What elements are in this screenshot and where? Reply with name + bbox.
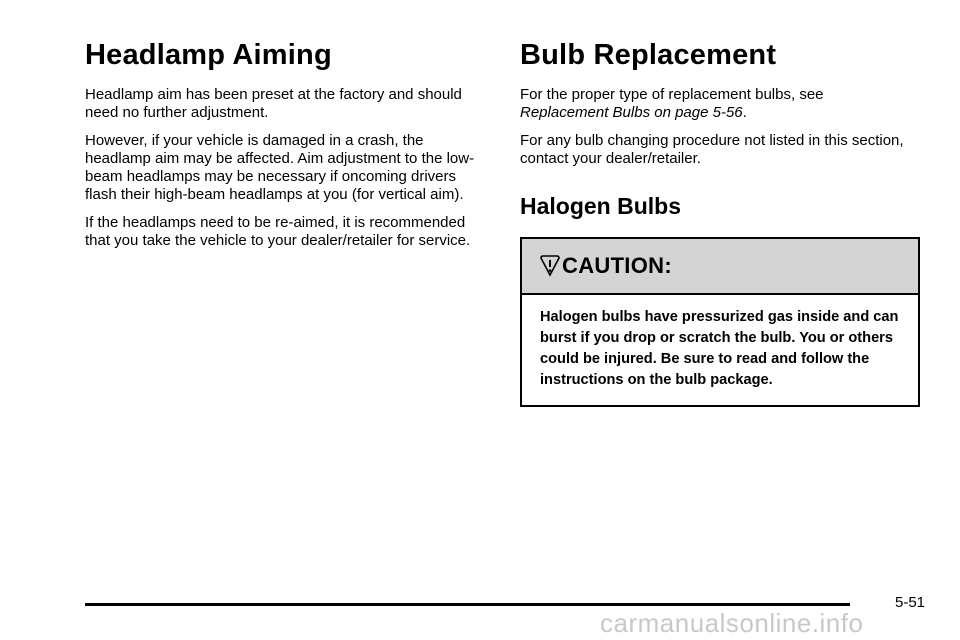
bulb-replacement-heading: Bulb Replacement — [520, 39, 777, 71]
right-column — [520, 40, 925, 407]
warning-triangle-icon — [540, 255, 560, 277]
replacement-bulbs-link[interactable]: Replacement Bulbs on page 5-56 — [520, 103, 743, 121]
caution-box — [520, 237, 920, 407]
intro-prefix: For the proper type of replacement bulbs, see — [520, 85, 824, 103]
caution-label: CAUTION: — [562, 253, 672, 279]
paragraph-crash: However, if your vehicle is damaged in a crash, the headlamp aim may be affected. Aim adjustment to the low-beam headlamps may be necessary if oncoming drivers flash their high-beam headlamps at you (for vertical aim). — [85, 131, 475, 203]
paragraph-preset: Headlamp aim has been preset at the factory and should need no further adjustment. — [85, 85, 462, 121]
halogen-bulbs-heading: Halogen Bulbs — [520, 192, 682, 219]
paragraph-reaim: If the headlamps need to be re-aimed, it is recommended that you take the vehicle to your dealer/retailer for service. — [85, 213, 471, 249]
headlamp-aiming-heading: Headlamp Aiming — [85, 39, 332, 71]
intro-suffix: . — [742, 103, 747, 121]
paragraph-dealer: For any bulb changing procedure not listed in this section, contact your dealer/retailer. — [520, 131, 904, 167]
page-number: 5-51 — [895, 594, 926, 611]
caution-header — [522, 239, 918, 295]
footer-rule — [85, 603, 850, 606]
caution-text: Halogen bulbs have pressurized gas inside and can burst if you drop or scratch the bulb. You or others could be injured. Be sure to read and follow the instructions on the bulb package. — [540, 309, 899, 389]
paragraph-bulb-type — [520, 86, 925, 122]
left-column — [85, 40, 480, 260]
watermark: carmanualsonline.info — [600, 608, 864, 638]
